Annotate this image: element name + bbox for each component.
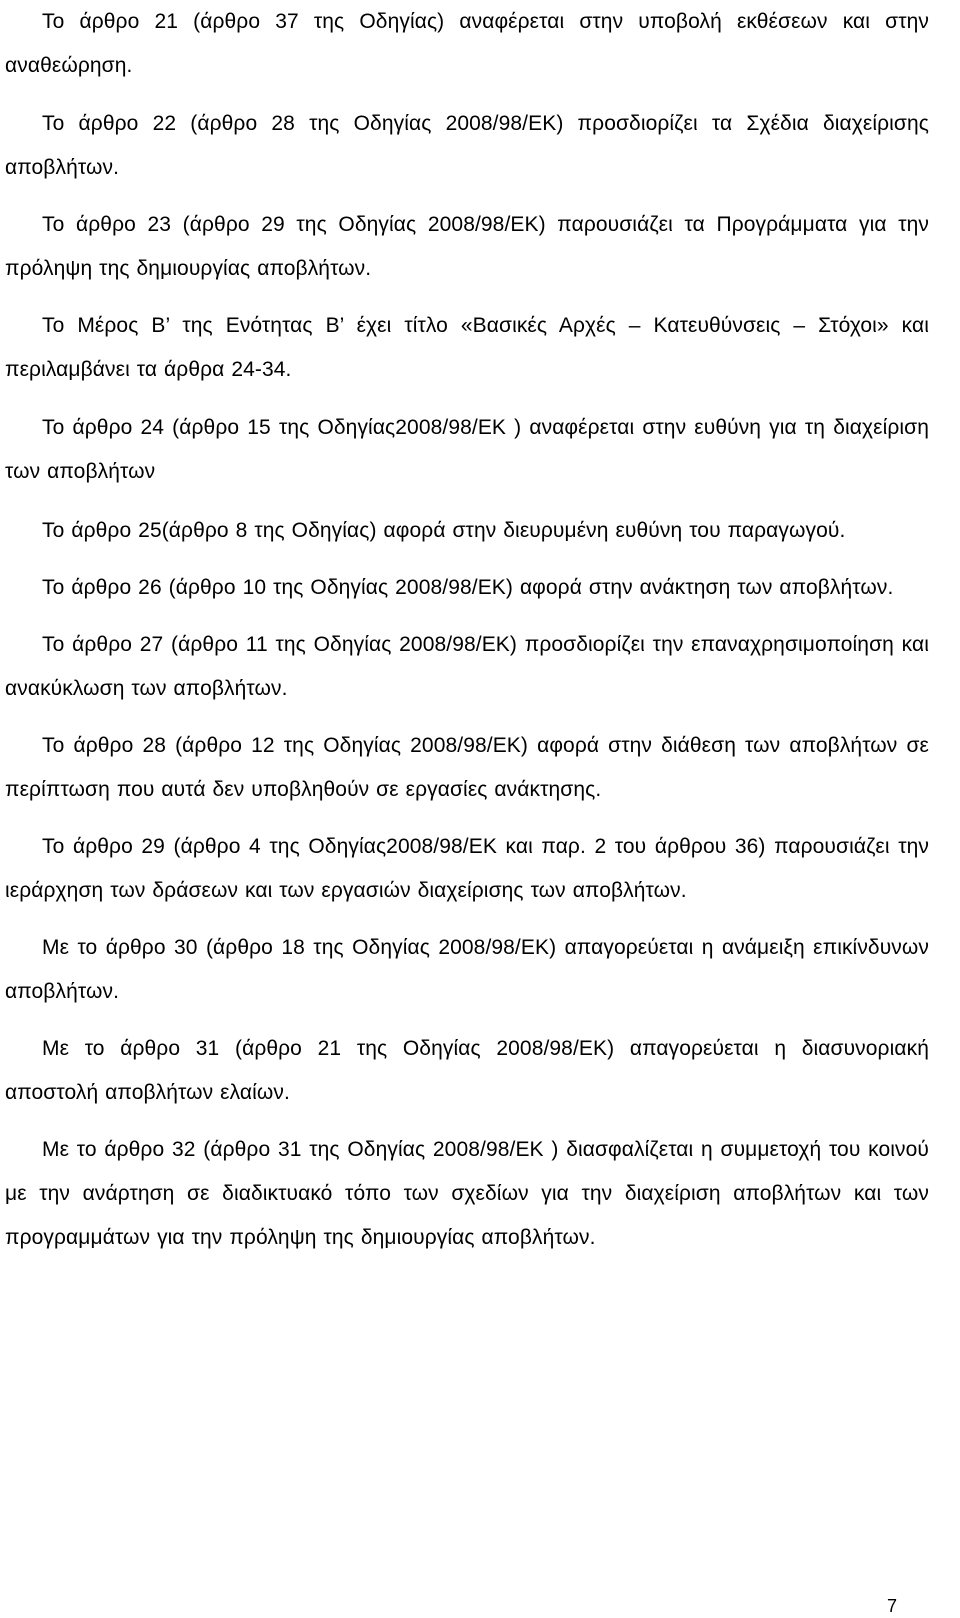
paragraph-part-b: Το Μέρος Β’ της Ενότητας Β’ έχει τίτλο «Βασικές Αρχές – Κατευθύνσεις – Στόχοι» και περιλαμβάνει τα άρθρα 24-34. [5, 314, 929, 381]
paragraph-article-30: Με το άρθρο 30 (άρθρο 18 της Οδηγίας 2008/98/ΕΚ) απαγορεύεται η ανάμειξη επικίνδυνων αποβλήτων. [5, 936, 929, 1003]
paragraph-article-27: Το άρθρο 27 (άρθρο 11 της Οδηγίας 2008/98/ΕΚ) προσδιορίζει την επαναχρησιμοποίηση και ανακύκλωση των αποβλήτων. [5, 633, 929, 700]
paragraph-article-23: Το άρθρο 23 (άρθρο 29 της Οδηγίας 2008/98/ΕΚ) παρουσιάζει τα Προγράμματα για την πρόληψη της δημιουργίας αποβλήτων. [5, 213, 929, 280]
paragraph-article-28: Το άρθρο 28 (άρθρο 12 της Οδηγίας 2008/98/ΕΚ) αφορά στην διάθεση των αποβλήτων σε περίπτωση που αυτά δεν υποβληθούν σε εργασίες ανάκτησης. [5, 734, 929, 801]
paragraph-article-26: Το άρθρο 26 (άρθρο 10 της Οδηγίας 2008/98/ΕΚ) αφορά στην ανάκτηση των αποβλήτων. [42, 576, 894, 599]
paragraph-article-21: Το άρθρο 21 (άρθρο 37 της Οδηγίας) αναφέρεται στην υποβολή εκθέσεων και στην αναθεώρηση. [5, 10, 929, 77]
paragraph-article-24: Το άρθρο 24 (άρθρο 15 της Οδηγίας2008/98/ΕΚ ) αναφέρεται στην ευθύνη για τη διαχείριση των αποβλήτων [5, 416, 929, 483]
document-page [5, 0, 929, 1618]
document-body [5, 0, 929, 1260]
page-number: 7 [886, 1596, 897, 1616]
paragraph-article-25: Το άρθρο 25(άρθρο 8 της Οδηγίας) αφορά στην διευρυμένη ευθύνη του παραγωγού. [42, 519, 846, 542]
paragraph-article-32: Με το άρθρο 32 (άρθρο 31 της Οδηγίας 2008/98/ΕΚ ) διασφαλίζεται η συμμετοχή του κοινού με την ανάρτηση σε διαδικτυακό τόπο των σχεδίων για την διαχείριση αποβλήτων και των προγραμμάτων για την πρόληψη της δημιουργίας αποβλήτων. [5, 1138, 929, 1249]
paragraph-article-29: Το άρθρο 29 (άρθρο 4 της Οδηγίας2008/98/ΕΚ και παρ. 2 του άρθρου 36) παρουσιάζει την ιεράρχηση των δράσεων και των εργασιών διαχείρισης των αποβλήτων. [5, 835, 929, 902]
paragraph-article-22: Το άρθρο 22 (άρθρο 28 της Οδηγίας 2008/98/ΕΚ) προσδιορίζει τα Σχέδια διαχείρισης αποβλήτων. [5, 112, 929, 179]
paragraph-article-31: Με το άρθρο 31 (άρθρο 21 της Οδηγίας 2008/98/ΕΚ) απαγορεύεται η διασυνοριακή αποστολή αποβλήτων ελαίων. [5, 1037, 929, 1104]
